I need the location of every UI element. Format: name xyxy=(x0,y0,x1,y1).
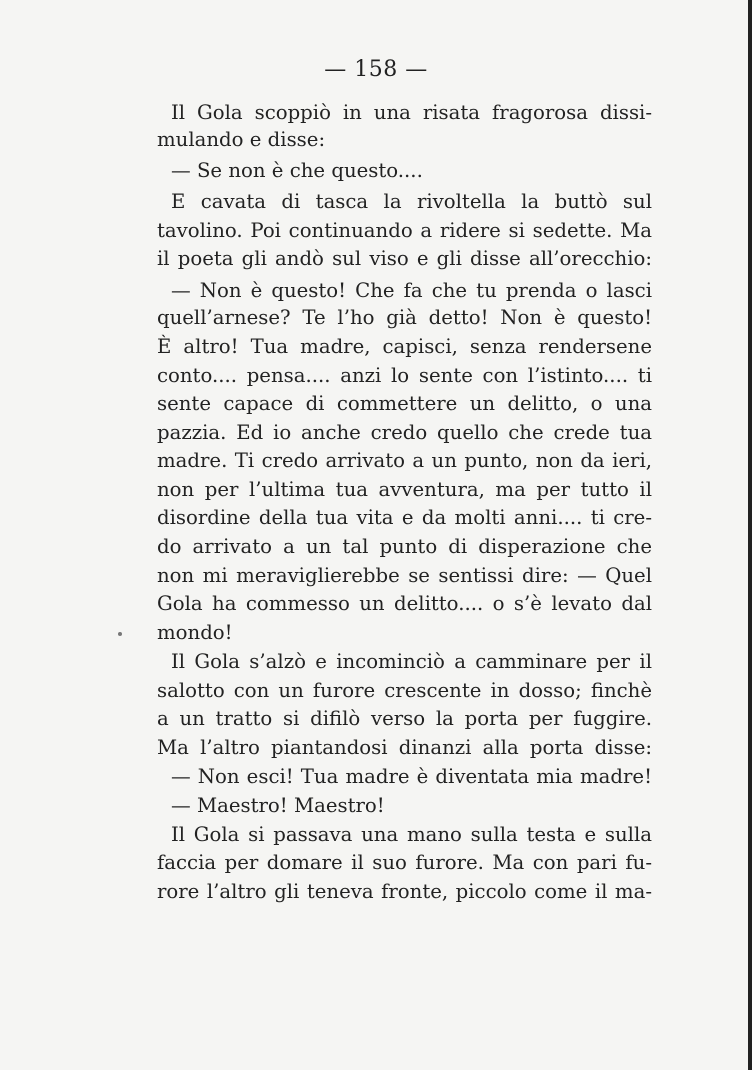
text-line: mondo! xyxy=(157,621,233,644)
text-line: il poeta gli andò sul viso e gli disse all’orecchio: xyxy=(157,247,652,270)
text-line: conto.... pensa.... anzi lo sente con l’istinto.... ti xyxy=(157,364,652,387)
text-line: a un tratto si difilò verso la porta per fuggire. xyxy=(157,707,652,730)
text-line: Ma l’altro piantandosi dinanzi alla porta disse: xyxy=(157,736,652,759)
text-line: Il Gola s’alzò e incominciò a camminare per il xyxy=(171,650,652,673)
text-line: — Non è questo! Che fa che tu prenda o lasci xyxy=(171,279,652,302)
text-line: È altro! Tua madre, capisci, senza rendersene xyxy=(157,335,652,358)
text-line: mulando e disse: xyxy=(157,128,326,151)
text-line: — Maestro! Maestro! xyxy=(171,794,385,817)
text-line: tavolino. Poi continuando a ridere si sedette. Ma xyxy=(157,219,652,242)
text-line: Il Gola si passava una mano sulla testa e sulla xyxy=(171,823,652,846)
text-line: quell’arnese? Te l’ho già detto! Non è questo! xyxy=(157,306,652,329)
text-line: rore l’altro gli teneva fronte, piccolo come il ma- xyxy=(157,880,652,903)
text-line: non per l’ultima tua avventura, ma per tutto il xyxy=(157,478,652,501)
text-line: — Se non è che questo.... xyxy=(171,159,423,182)
paper-speck xyxy=(118,632,122,636)
text-line: Gola ha commesso un delitto.... o s’è levato dal xyxy=(157,592,652,615)
page-number: — 158 — xyxy=(324,57,428,82)
text-line: do arrivato a un tal punto di disperazione che xyxy=(157,535,652,558)
text-line: pazzia. Ed io anche credo quello che crede tua xyxy=(157,421,652,444)
text-line: faccia per domare il suo furore. Ma con pari fu- xyxy=(157,851,652,874)
text-line: — Non esci! Tua madre è diventata mia madre! xyxy=(171,765,652,788)
text-line: salotto con un furore crescente in dosso; finchè xyxy=(157,679,652,702)
text-line: sente capace di commettere un delitto, o una xyxy=(157,392,652,415)
page-edge-shadow xyxy=(748,0,752,1070)
text-line: madre. Ti credo arrivato a un punto, non da ieri, xyxy=(157,449,652,472)
text-line: E cavata di tasca la rivoltella la buttò sul xyxy=(171,190,652,213)
text-line: Il Gola scoppiò in una risata fragorosa dissi- xyxy=(171,101,652,124)
text-line: non mi meraviglierebbe se sentissi dire: — Quel xyxy=(157,564,652,587)
text-line: disordine della tua vita e da molti anni.... ti cre- xyxy=(157,506,652,529)
